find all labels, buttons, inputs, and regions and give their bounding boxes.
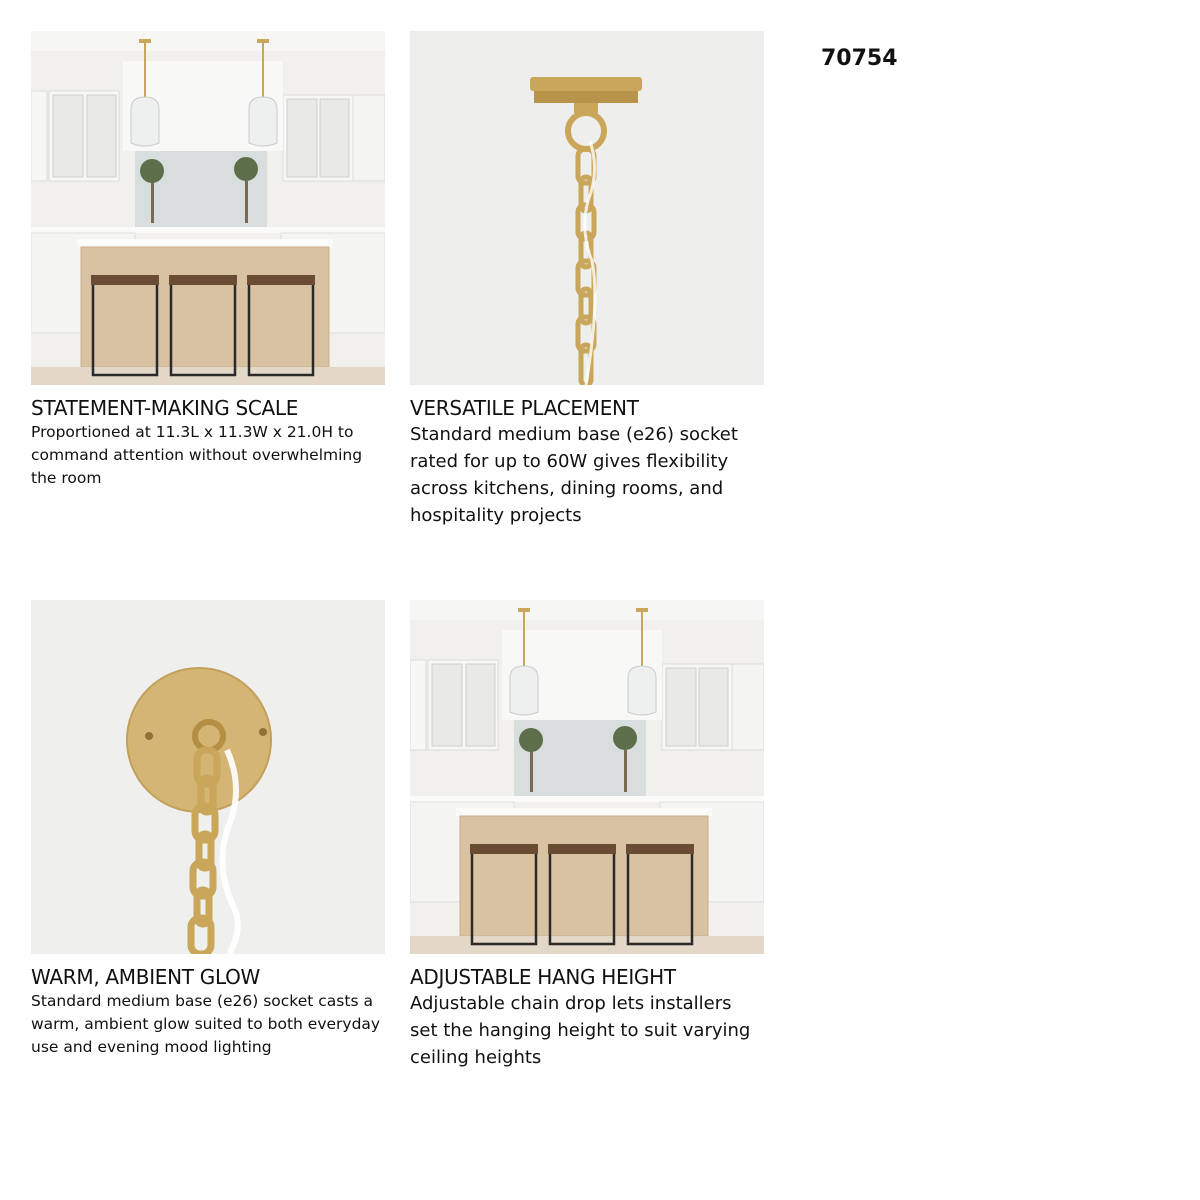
card-title: WARM, AMBIENT GLOW: [31, 965, 261, 989]
feature-card-placement: [410, 31, 764, 529]
sku-label: 70754: [821, 46, 898, 71]
card-description: Standard medium base (e26) socket casts a warm, ambient glow suited to both everyday use and evening mood lighting: [31, 992, 381, 1056]
card-description: Adjustable chain drop lets installers set the hanging height to suit varying ceiling heights: [410, 993, 751, 1068]
card-description: Standard medium base (e26) socket rated for up to 60W gives flexibility across kitchens, dining rooms, and hospitality projects: [410, 424, 738, 526]
canopy-underside-photo: [31, 600, 385, 954]
kitchen-photo: [31, 31, 385, 385]
feature-card-glow: [31, 600, 385, 1059]
card-title: VERSATILE PLACEMENT: [410, 396, 639, 420]
feature-card-scale: [31, 31, 385, 490]
card-title: STATEMENT-MAKING SCALE: [31, 396, 299, 420]
card-title: ADJUSTABLE HANG HEIGHT: [410, 965, 676, 989]
card-description: Proportioned at 11.3L x 11.3W x 21.0H to command attention without overwhelming the room: [31, 423, 363, 487]
canopy-chain-photo: [410, 31, 764, 385]
feature-card-hang-height: [410, 600, 764, 1071]
kitchen-photo: [410, 600, 764, 954]
